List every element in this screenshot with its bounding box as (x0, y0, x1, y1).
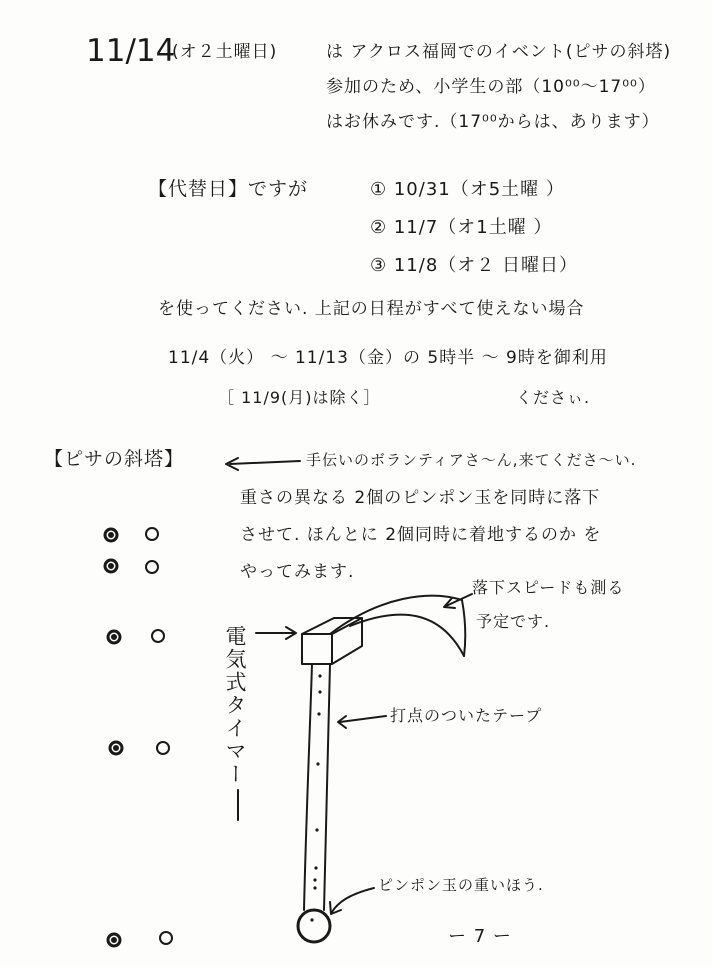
description-line-3: やってみます. (240, 562, 355, 582)
notice-line-2: 参加のため、小学生の部（10⁰⁰〜17⁰⁰） (326, 77, 656, 97)
ball-pair-3 (108, 630, 164, 643)
motion-curve-2 (350, 615, 464, 656)
alternate-option-1: ① 10/31（オ5土曜 ） (370, 179, 565, 200)
ball-pair-2 (105, 560, 158, 573)
speed-note-2: 予定です. (476, 612, 551, 631)
heavy-ball-sketch (298, 910, 330, 942)
alternate-label: 【代替日】ですが (148, 178, 309, 200)
page-number: ー 7 ー (448, 926, 512, 947)
heavy-ball-label: ピンポン玉の重いほう. (378, 876, 544, 894)
tape-dots (310, 674, 321, 921)
volunteer-arrow (230, 461, 300, 464)
description-line-2: させて. ほんとに 2個同時に着地するのか を (240, 525, 602, 545)
speed-note-1: 落下スピードも測る (472, 578, 625, 597)
notice-line-3: はお休みです.（17⁰⁰からは、あります） (326, 112, 660, 132)
ball-pair-1 (105, 528, 158, 541)
event-date: 11/14 (86, 33, 176, 69)
tape-label: 打点のついたテープ (390, 706, 543, 725)
tape-arrow (340, 716, 386, 722)
event-weekday: (オ２土曜日) (172, 42, 278, 62)
description-line-1: 重さの異なる 2個のピンポン玉を同時に落下 (240, 488, 601, 508)
tape-strip-sketch (304, 664, 330, 910)
range-line: 11/4（火） 〜 11/13（金）の 5時半 〜 9時を御利用 (168, 348, 608, 368)
notice-line-1: は アクロス福岡でのイベント(ピサの斜塔) (326, 42, 672, 62)
timer-label: 電気式タイマー (223, 625, 247, 786)
ball-pair-4 (110, 742, 169, 754)
heavy-arrow (332, 888, 374, 912)
ball-pair-5 (108, 932, 172, 946)
alternate-option-3: ③ 11/8（オ２ 日曜日） (370, 255, 579, 276)
please-note: くださぃ. (516, 388, 591, 407)
volunteer-call: 手伝いのボランティアさ〜ん,来てくださ〜い. (306, 451, 637, 469)
alternate-option-2: ② 11/7（オ1土曜 ） (370, 217, 553, 238)
exclude-note: ［ 11/9(月)は除く］ (218, 388, 381, 407)
pisa-title: 【ピサの斜塔】 (44, 448, 185, 470)
use-line: を使ってください. 上記の日程がすべて使えない場合 (158, 299, 585, 319)
